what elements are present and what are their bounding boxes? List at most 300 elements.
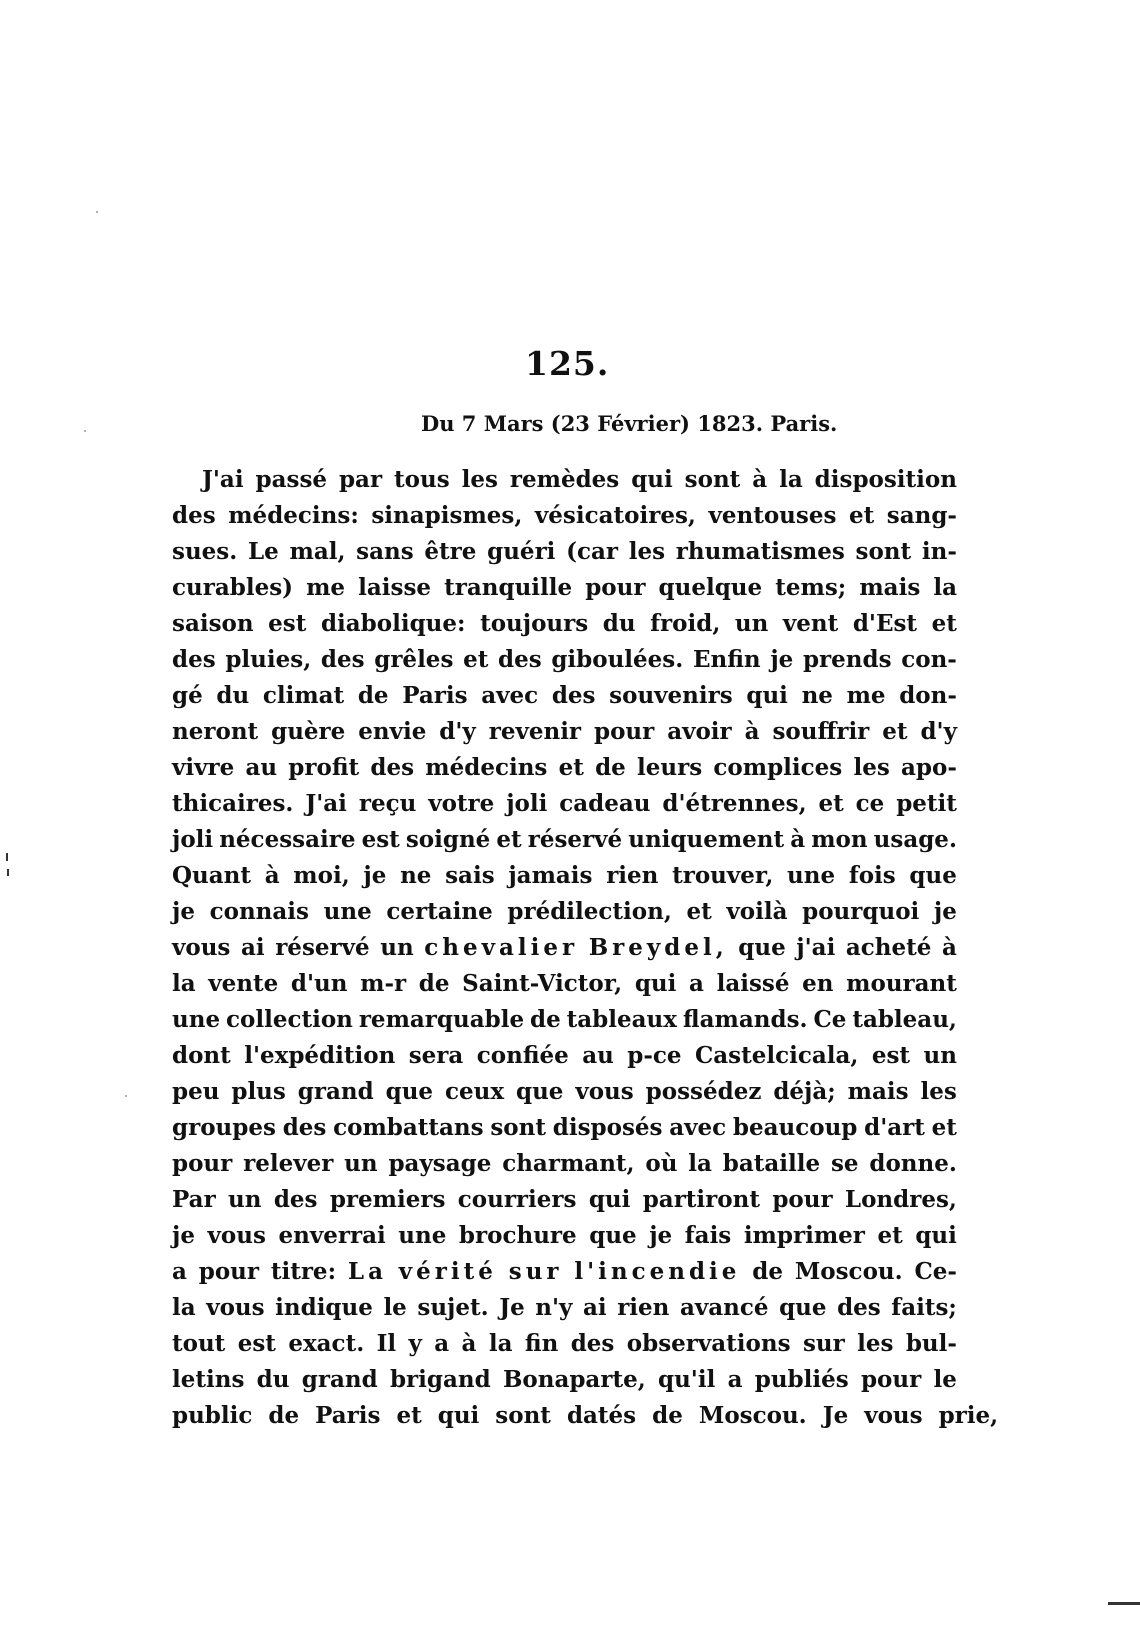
text-line xyxy=(172,1074,957,1110)
word: Saint-Victor, xyxy=(462,970,623,997)
word: les xyxy=(920,1078,957,1105)
word: des xyxy=(172,646,216,673)
word: vésicatoires, xyxy=(534,502,696,529)
text-line xyxy=(172,1218,957,1254)
word: le xyxy=(383,1294,407,1321)
word: n'y xyxy=(535,1294,573,1321)
word: prédilection, xyxy=(507,898,672,925)
text-line xyxy=(172,1362,957,1398)
word: à xyxy=(752,466,768,493)
word: prie, xyxy=(938,1402,999,1429)
word: relever xyxy=(243,1150,334,1177)
word: neront xyxy=(172,718,259,745)
word: ne xyxy=(801,682,833,709)
word: sinapismes, xyxy=(371,502,523,529)
word: me xyxy=(846,682,886,709)
word: je xyxy=(933,898,957,925)
word: tranquille xyxy=(444,574,573,601)
word: déjà; xyxy=(773,1078,836,1105)
word: les xyxy=(628,538,666,565)
letter-dateline: Du 7 Mars (23 Février) 1823. Paris. xyxy=(421,411,838,436)
word: thicaires. xyxy=(172,790,294,817)
text-line xyxy=(172,1326,957,1362)
word: une xyxy=(323,898,372,925)
word: je xyxy=(363,862,387,889)
paper-speck xyxy=(125,1095,127,1097)
word: mourant xyxy=(846,970,957,997)
word: je xyxy=(649,1222,673,1249)
word: (car xyxy=(566,538,619,565)
word: ceux xyxy=(444,1078,505,1105)
word: bul- xyxy=(905,1330,957,1357)
word: con- xyxy=(901,646,957,673)
word: la xyxy=(172,970,196,997)
word: vous xyxy=(172,934,231,961)
word: à xyxy=(461,1330,477,1357)
text-line xyxy=(172,750,957,786)
word: cadeau xyxy=(559,790,651,817)
word: d'étrennes, xyxy=(662,790,807,817)
word: letins xyxy=(172,1366,245,1393)
word: je xyxy=(172,1222,195,1249)
word: voilà xyxy=(726,898,788,925)
word: à xyxy=(744,718,760,745)
paper-speck xyxy=(84,430,86,432)
word: qu'il xyxy=(657,1366,716,1393)
word: souvenirs xyxy=(609,682,733,709)
word: sont xyxy=(684,466,741,493)
text-line xyxy=(172,966,957,1002)
word: beaucoup xyxy=(732,1114,858,1141)
word: partiront xyxy=(642,1186,760,1213)
word: qui xyxy=(746,682,788,709)
word: tableaux xyxy=(566,1006,677,1033)
word: disposition xyxy=(814,466,957,493)
word: tous xyxy=(394,466,450,493)
text-line xyxy=(172,1002,957,1038)
word: par xyxy=(338,466,383,493)
word: mais xyxy=(859,574,921,601)
word: la xyxy=(779,466,803,493)
word: l'expédition xyxy=(244,1042,396,1069)
word: dont xyxy=(172,1042,231,1069)
word: a xyxy=(689,970,704,997)
text-line xyxy=(172,570,957,606)
word: enverrai xyxy=(278,1222,386,1249)
text-line xyxy=(172,1110,957,1146)
word: des xyxy=(282,1114,327,1141)
word: d'Est xyxy=(852,610,918,637)
word: de xyxy=(530,1006,561,1033)
word: Par xyxy=(172,1186,216,1213)
word: trouver, xyxy=(672,862,774,889)
word: d'y xyxy=(439,718,476,745)
word: sais xyxy=(445,862,495,889)
word: qui xyxy=(634,970,677,997)
word: des xyxy=(837,1294,881,1321)
word: profit xyxy=(288,754,360,781)
word: reçu xyxy=(358,790,417,817)
word: vente xyxy=(208,970,279,997)
word: une xyxy=(172,1006,221,1033)
word: tableau, xyxy=(852,1006,957,1033)
text-line xyxy=(172,498,957,534)
word: est xyxy=(871,1042,911,1069)
word: nécessaire xyxy=(219,826,356,853)
text-line xyxy=(172,1398,999,1434)
word: d'un xyxy=(290,970,348,997)
word: public xyxy=(172,1402,253,1429)
word: grand xyxy=(301,1366,378,1393)
text-line xyxy=(172,822,957,858)
word: froid, xyxy=(650,610,721,637)
word: sont xyxy=(855,538,912,565)
word: rien xyxy=(606,862,659,889)
word: que xyxy=(738,934,786,961)
word: diabolique: xyxy=(320,610,466,637)
word: J'ai xyxy=(305,790,347,817)
word: guère xyxy=(271,718,346,745)
word: soigné xyxy=(405,826,491,853)
word: d'y xyxy=(920,718,957,745)
word: groupes xyxy=(172,1114,276,1141)
letter-body xyxy=(172,462,999,1434)
word: un xyxy=(228,1186,262,1213)
word: à xyxy=(264,862,280,889)
word: pour xyxy=(585,574,646,601)
word: publiés xyxy=(754,1366,849,1393)
word: un xyxy=(923,1042,957,1069)
word: complices xyxy=(713,754,843,781)
word: pour xyxy=(593,718,655,745)
text-line xyxy=(172,714,957,750)
word: de xyxy=(418,970,450,997)
text-line xyxy=(172,678,957,714)
word: flamands. xyxy=(682,1006,808,1033)
word: à xyxy=(790,826,806,853)
word: vous xyxy=(864,1402,923,1429)
word: Paris xyxy=(315,1402,381,1429)
word: les xyxy=(857,1330,894,1357)
word: grand xyxy=(297,1078,374,1105)
word: les xyxy=(853,754,890,781)
word: brochure xyxy=(458,1222,577,1249)
word: me xyxy=(306,574,346,601)
word: des xyxy=(172,502,216,529)
word: et xyxy=(848,502,875,529)
word: envie xyxy=(358,718,427,745)
word: remarquable xyxy=(358,1006,525,1033)
word: Londres, xyxy=(844,1186,957,1213)
text-line xyxy=(172,1254,957,1290)
word: que xyxy=(385,1078,434,1105)
word: mal, xyxy=(289,538,346,565)
word: médecins: xyxy=(228,502,359,529)
word: indique xyxy=(275,1294,373,1321)
word: passé xyxy=(255,466,328,493)
word: grêles xyxy=(374,646,454,673)
word: confiée xyxy=(476,1042,569,1069)
paper-speck xyxy=(96,211,98,213)
word: est xyxy=(237,1330,276,1357)
text-line xyxy=(172,1146,957,1182)
word: ce xyxy=(855,790,885,817)
word: ai xyxy=(582,1294,607,1321)
word: connais xyxy=(209,898,309,925)
word: qui xyxy=(437,1402,480,1429)
word: que xyxy=(779,1294,827,1321)
word: saison xyxy=(172,610,254,637)
word: et xyxy=(877,1222,903,1249)
text-line xyxy=(172,642,957,678)
word: pour xyxy=(772,1186,833,1213)
word: plus xyxy=(231,1078,286,1105)
word: des xyxy=(570,1330,615,1357)
word: qui xyxy=(915,1222,957,1249)
word: toujours xyxy=(480,610,589,637)
word: que xyxy=(589,1222,637,1249)
word: vous xyxy=(575,1078,634,1105)
text-line xyxy=(172,930,957,966)
word: possédez xyxy=(645,1078,762,1105)
word: fin xyxy=(524,1330,559,1357)
word: sans xyxy=(356,538,414,565)
word: jamais xyxy=(508,862,593,889)
word: sur xyxy=(802,1330,845,1357)
word: une xyxy=(787,862,836,889)
word: curables) xyxy=(172,574,294,601)
word: gé xyxy=(172,682,203,709)
word: une xyxy=(398,1222,447,1249)
word: a xyxy=(172,1258,187,1285)
word: rien xyxy=(617,1294,670,1321)
word: et xyxy=(686,898,712,925)
word: a xyxy=(434,1330,450,1357)
text-line xyxy=(172,462,957,498)
word: sur xyxy=(508,1258,563,1285)
word: climat xyxy=(262,682,345,709)
word: y xyxy=(408,1330,422,1357)
word: la xyxy=(488,1330,513,1357)
word: acheté xyxy=(845,934,932,961)
word: peu xyxy=(172,1078,220,1105)
word: a xyxy=(727,1366,743,1393)
word: apo- xyxy=(901,754,957,781)
word: Le xyxy=(247,538,279,565)
word: pluies, xyxy=(225,646,312,673)
word: des xyxy=(370,754,415,781)
word: faits; xyxy=(891,1294,957,1321)
word: prends xyxy=(802,646,892,673)
word: Il xyxy=(376,1330,397,1357)
word: du xyxy=(602,610,636,637)
word: premiers xyxy=(329,1186,446,1213)
word: p-ce xyxy=(627,1042,682,1069)
word: charmant, xyxy=(502,1150,635,1177)
word: de xyxy=(357,682,389,709)
word: joli xyxy=(172,826,214,853)
word: ne xyxy=(400,862,432,889)
word: combattans xyxy=(333,1114,484,1141)
word: exact. xyxy=(288,1330,365,1357)
word: moi, xyxy=(293,862,350,889)
word: Castelcicala, xyxy=(694,1042,859,1069)
word: et xyxy=(931,610,957,637)
word: et xyxy=(931,1114,957,1141)
word: disposés xyxy=(552,1114,663,1141)
word: Quant xyxy=(172,862,252,889)
word: pour xyxy=(198,1258,259,1285)
text-line xyxy=(172,534,957,570)
word: tems; xyxy=(775,574,847,601)
word: un xyxy=(734,610,769,637)
word: Enfin xyxy=(692,646,761,673)
word: remèdes xyxy=(509,466,620,493)
word: tout xyxy=(172,1330,226,1357)
word: uniquement xyxy=(628,826,785,853)
word: vous xyxy=(206,1294,265,1321)
word: est xyxy=(268,610,307,637)
word: titre: xyxy=(270,1258,337,1285)
word: qui xyxy=(631,466,673,493)
word: de xyxy=(595,754,626,781)
word: brigand xyxy=(389,1366,491,1393)
word: joli xyxy=(506,790,548,817)
word: les xyxy=(461,466,498,493)
word: des xyxy=(551,682,596,709)
corner-rule xyxy=(1108,1602,1140,1605)
text-line xyxy=(172,1038,957,1074)
word: sues. xyxy=(172,538,238,565)
word: du xyxy=(256,1366,290,1393)
word: de xyxy=(652,1402,683,1429)
word: et xyxy=(396,1402,422,1429)
word: imprimer xyxy=(743,1222,865,1249)
word: laisse xyxy=(358,574,432,601)
word: petit xyxy=(896,790,957,817)
word: vous xyxy=(207,1222,266,1249)
word: collection xyxy=(226,1006,353,1033)
word: avancé xyxy=(679,1294,769,1321)
word: Moscou. xyxy=(794,1258,903,1285)
word: Ce- xyxy=(914,1258,957,1285)
word: être xyxy=(424,538,477,565)
word: que xyxy=(909,862,957,889)
word: des xyxy=(320,646,365,673)
word: vérité xyxy=(398,1258,497,1285)
word: Paris xyxy=(402,682,468,709)
word: j'ai xyxy=(796,934,836,961)
word: un xyxy=(344,1150,378,1177)
letter-number: 125. xyxy=(525,344,610,383)
text-line xyxy=(172,786,957,822)
text-line xyxy=(172,894,957,930)
word: m-r xyxy=(360,970,407,997)
word: le xyxy=(933,1366,957,1393)
word: Je xyxy=(822,1402,849,1429)
text-line xyxy=(172,1290,957,1326)
text-line xyxy=(172,858,957,894)
word: observations xyxy=(626,1330,791,1357)
word: l'incendie xyxy=(574,1258,741,1285)
word: pour xyxy=(172,1150,233,1177)
margin-mark xyxy=(6,853,8,861)
word: avec xyxy=(669,1114,727,1141)
word: revenir xyxy=(488,718,582,745)
word: où xyxy=(645,1150,678,1177)
word: la xyxy=(172,1294,196,1321)
word: au xyxy=(582,1042,614,1069)
word: fois xyxy=(848,862,896,889)
word: in- xyxy=(921,538,957,565)
word: paysage xyxy=(388,1150,492,1177)
word: souffrir xyxy=(772,718,870,745)
word: se xyxy=(830,1150,859,1177)
word: des xyxy=(498,646,542,673)
word: sont xyxy=(490,1114,546,1141)
word: datés xyxy=(566,1402,637,1429)
word: ventouses xyxy=(708,502,837,529)
word: vivre xyxy=(172,754,235,781)
word: Moscou. xyxy=(698,1402,807,1429)
word: votre xyxy=(428,790,495,817)
word: pourquoi xyxy=(802,898,920,925)
word: sujet. xyxy=(417,1294,489,1321)
word: la xyxy=(688,1150,712,1177)
word: donne. xyxy=(869,1150,957,1177)
word: avoir xyxy=(667,718,732,745)
word: est xyxy=(361,826,400,853)
word: et xyxy=(558,754,584,781)
word: leurs xyxy=(637,754,703,781)
word: chevalier xyxy=(424,934,579,961)
word: qui xyxy=(588,1186,631,1213)
word: Ce xyxy=(813,1006,847,1033)
word: de xyxy=(268,1402,300,1429)
word: mais xyxy=(847,1078,909,1105)
word: des xyxy=(273,1186,318,1213)
text-line xyxy=(172,606,957,642)
word: réservé xyxy=(527,826,623,853)
word: Breydel, xyxy=(588,934,728,961)
word: usage. xyxy=(873,826,957,853)
word: sont xyxy=(495,1402,551,1429)
word: ai xyxy=(240,934,265,961)
word: et xyxy=(496,826,522,853)
word: rhumatismes xyxy=(675,538,845,565)
word: et xyxy=(818,790,844,817)
word: je xyxy=(172,898,195,925)
word: à xyxy=(942,934,957,961)
word: courriers xyxy=(457,1186,577,1213)
word: J'ai xyxy=(202,466,244,493)
word: sang- xyxy=(886,502,957,529)
word: don- xyxy=(899,682,957,709)
word: giboulées. xyxy=(551,646,684,673)
word: un xyxy=(380,934,414,961)
word: et xyxy=(463,646,489,673)
word: certaine xyxy=(386,898,493,925)
word: je xyxy=(770,646,794,673)
word: en xyxy=(802,970,834,997)
word: pour xyxy=(860,1366,922,1393)
word: bataille xyxy=(722,1150,821,1177)
word: du xyxy=(216,682,250,709)
word: Je xyxy=(499,1294,525,1321)
word: que xyxy=(515,1078,564,1105)
word: la xyxy=(933,574,957,601)
word: d'art xyxy=(864,1114,925,1141)
